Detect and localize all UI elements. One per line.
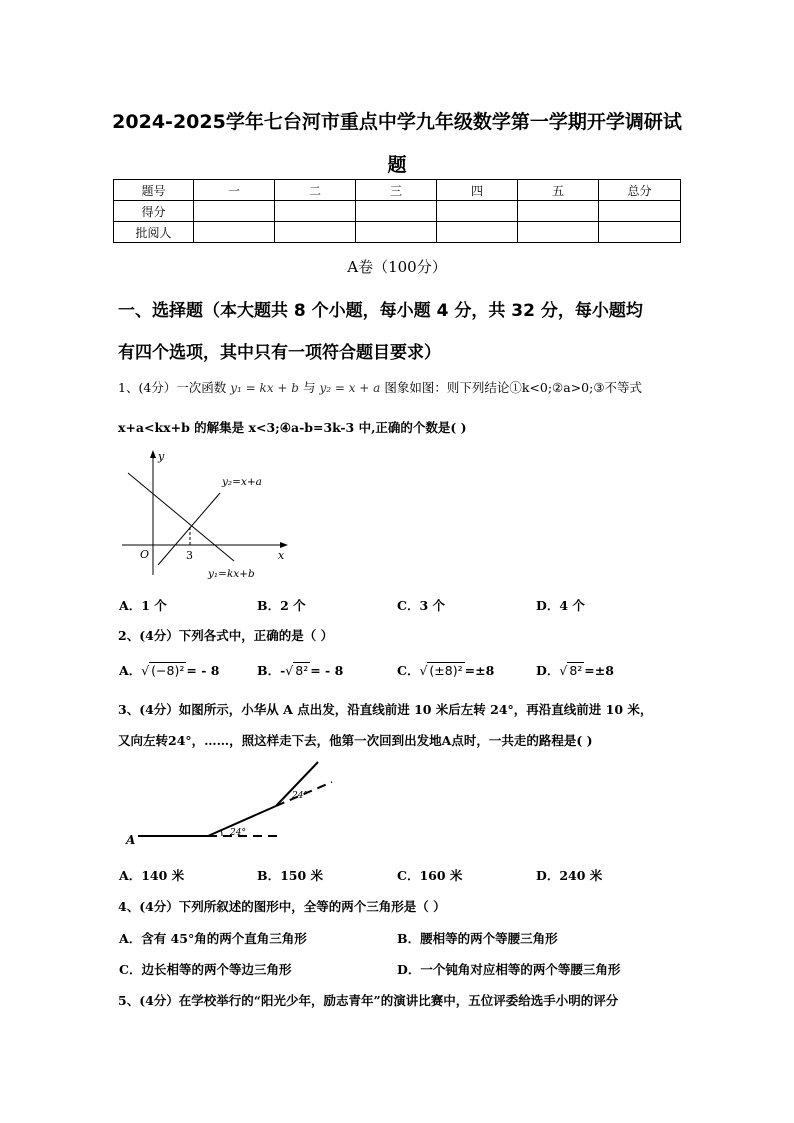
angle1-label: 24°: [230, 828, 246, 838]
q2-stem: 2、(4分）下列各式中，正确的是（ ）: [118, 628, 334, 643]
q4-option-c[interactable]: C．边长相等的两个等边三角形: [119, 962, 292, 977]
score-header-cell: 二: [275, 180, 356, 201]
score-cell: [518, 222, 599, 243]
q5-stem: 5、(4分）在学校举行的“阳光少年，励志青年”的演讲比赛中，五位评委给选手小明的评分: [118, 993, 619, 1008]
q3-stem-line2: 又向左转24°，……，照这样走下去，他第一次回到出发地A点时，一共走的路程是( ): [118, 733, 593, 748]
q1-option-d[interactable]: D．4 个: [536, 598, 585, 613]
score-header-cell: 四: [437, 180, 518, 201]
q4-stem: 4、(4分）下列所叙述的图形中，全等的两个三角形是（ ）: [118, 899, 446, 914]
q2-option-d-rest: =±8: [584, 663, 614, 678]
q1-stem-line2: x+a<kx+b 的解集是 x<3;④a-b=3k-3 中,正确的个数是( ): [118, 420, 467, 435]
score-row-label: 批阅人: [114, 222, 194, 243]
score-table-header-row: [114, 180, 681, 201]
q1-option-a[interactable]: A．1 个: [119, 598, 167, 613]
q1-option-b[interactable]: B．2 个: [257, 598, 306, 613]
score-header-cell: 一: [194, 180, 275, 201]
q1-prefix: 1、(4分）一次函数: [118, 380, 227, 395]
q3-option-a[interactable]: A．140 米: [119, 868, 185, 883]
q3-option-c[interactable]: C．160 米: [397, 868, 463, 883]
x-axis-label: x: [278, 549, 285, 562]
q1-mid: 与: [302, 380, 316, 395]
q2-option-d[interactable]: [536, 661, 614, 679]
q2-option-c-rest: =±8: [464, 663, 495, 678]
sqrt-icon: √: [559, 663, 568, 678]
score-cell: [599, 222, 681, 243]
q1-formula1: y₁ = kx + b: [230, 381, 299, 395]
point-a-label: A: [126, 833, 136, 847]
volume-label: A卷（100分）: [347, 258, 447, 276]
q2-option-d-radicand: 8²: [569, 663, 583, 678]
q3-option-d[interactable]: D．240 米: [536, 868, 603, 883]
score-cell: [275, 222, 356, 243]
q2-option-b-rest: = - 8: [310, 663, 344, 678]
q3-figure: [118, 756, 348, 856]
exam-title-line2: 题: [387, 154, 407, 176]
y-axis-arrow-icon: [150, 450, 156, 458]
q2-option-a-radicand: (−8)²: [151, 663, 185, 678]
q3-option-b[interactable]: B．150 米: [257, 868, 324, 883]
q4-option-a[interactable]: A．含有 45°角的两个直角三角形: [119, 931, 307, 946]
score-header-cell: 三: [356, 180, 437, 201]
tick-label: 3: [186, 549, 193, 562]
score-cell: [356, 201, 437, 222]
score-cell: [518, 201, 599, 222]
score-cell: [437, 222, 518, 243]
y-axis-label: y: [158, 450, 165, 463]
section1-heading-line1: 一、选择题（本大题共 8 个小题，每小题 4 分，共 32 分，每小题均: [118, 301, 643, 321]
score-cell: [437, 201, 518, 222]
x-axis-arrow-icon: [280, 542, 288, 548]
score-cell: [599, 201, 681, 222]
q4-option-d[interactable]: D．一个钝角对应相等的两个等腰三角形: [397, 962, 621, 977]
q2-option-d-letter: D．: [536, 663, 560, 678]
q2-option-b[interactable]: [257, 661, 343, 679]
q1-option-c[interactable]: C．3 个: [397, 598, 445, 613]
score-cell: [275, 201, 356, 222]
q3-stem-line1: 3、(4分）如图所示，小华从 A 点出发，沿直线前进 10 米后左转 24°，再沿直线前进 10 米，: [118, 702, 653, 717]
sqrt-icon: √: [141, 663, 150, 678]
origin-label: O: [140, 548, 150, 561]
q2-option-c[interactable]: [397, 661, 494, 679]
q1-suffix: 图象如图：则下列结论①k<0;②a>0;③不等式: [384, 380, 643, 395]
score-header-cell: 题号: [114, 180, 194, 201]
line-y1-label: y₁=kx+b: [208, 568, 255, 580]
q1-graph: [110, 445, 300, 585]
score-row-label: 得分: [114, 201, 194, 222]
score-cell: [194, 222, 275, 243]
q2-option-a-letter: A．: [119, 663, 142, 678]
sqrt-icon: √: [285, 663, 294, 678]
line-y2-label: y₂=x+a: [222, 476, 262, 488]
score-cell: [194, 201, 275, 222]
sqrt-icon: √: [419, 663, 428, 678]
q2-option-b-minus: -: [280, 663, 286, 678]
q2-option-a[interactable]: [119, 661, 219, 679]
exam-title-line1: 2024-2025学年七台河市重点中学九年级数学第一学期开学调研试: [112, 111, 682, 133]
score-cell: [356, 222, 437, 243]
score-table-row: [114, 222, 681, 243]
q1-stem-line1: [118, 378, 642, 396]
score-table: [113, 179, 681, 243]
q2-option-a-rest: = - 8: [186, 663, 220, 678]
q4-option-b[interactable]: B．腰相等的两个等腰三角形: [397, 931, 558, 946]
score-header-cell: 总分: [599, 180, 681, 201]
score-table-row: [114, 201, 681, 222]
q1-formula2: y₂ = x + a: [319, 381, 381, 395]
q2-option-c-radicand: (±8)²: [429, 663, 463, 678]
section1-heading-line2: 有四个选项，其中只有一项符合题目要求）: [118, 343, 441, 363]
q2-option-c-letter: C．: [397, 663, 420, 678]
score-header-cell: 五: [518, 180, 599, 201]
angle2-label: 24°: [292, 791, 308, 801]
q2-option-b-letter: B．: [257, 663, 281, 678]
q2-option-b-radicand: 8²: [295, 663, 309, 678]
